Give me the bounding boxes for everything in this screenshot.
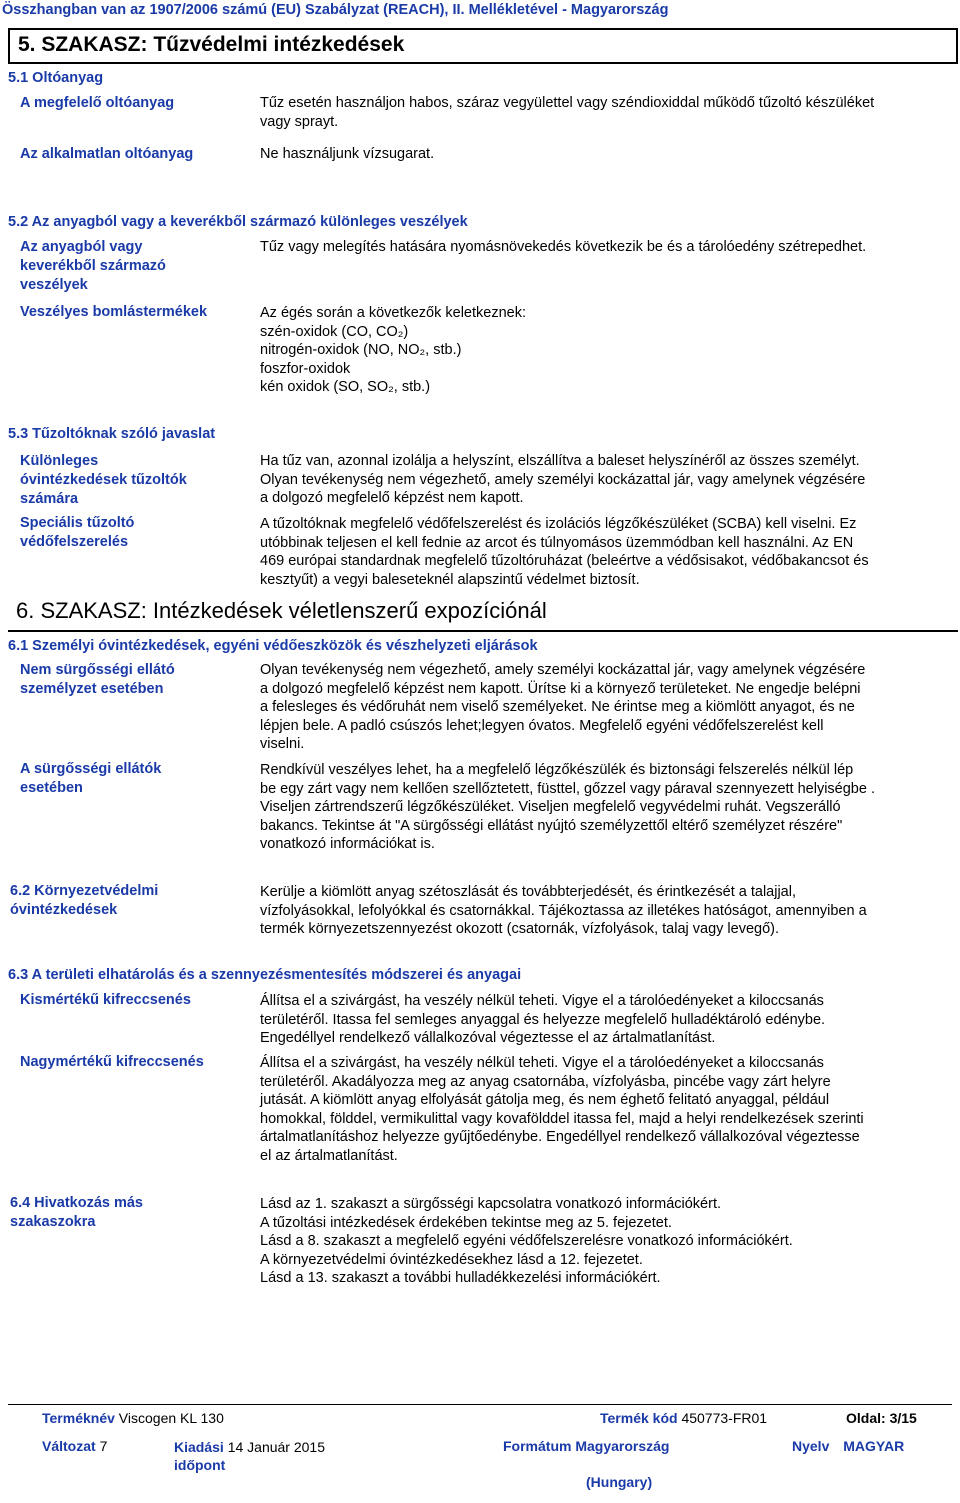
- footer-product-name: [42, 1410, 224, 1426]
- page-label: Oldal:: [846, 1410, 886, 1426]
- label-line: Speciális tűzoltó: [20, 515, 135, 531]
- text-line: Olyan tevékenység nem végezhető, amely személyi kockázattal jár, vagy amelynek végzésére: [260, 471, 866, 488]
- product-name-label: Terméknév: [42, 1410, 115, 1426]
- label-line: óvintézkedések tűzoltók: [20, 472, 187, 488]
- footer-format: [503, 1438, 670, 1454]
- footer-product-code: [600, 1410, 767, 1426]
- references-label: [10, 1194, 240, 1232]
- text-line: vonatkozó információkat is.: [260, 836, 435, 852]
- environmental-precautions-label: [10, 882, 240, 920]
- text-line: a dolgozó megfelelő képzést nem kapott.: [260, 490, 524, 506]
- text-line: a felesleges és védőruhát nem viselő személyeket. Ne érintse meg a kiömlött anyagot, és ne: [260, 699, 855, 715]
- text-line: Lásd a 13. szakaszt a további hulladékkezelési információkért.: [260, 1270, 661, 1286]
- decomposition-label: Veszélyes bomlástermékek: [20, 304, 208, 320]
- text-line: be egy zárt vagy nem kellően szellőztetett, füsttel, gőzzel vagy páraval szennyezett helyiségbe .: [260, 780, 875, 797]
- text-line: 469 európai standardnak megfelelő tűzoltóruházat (beleértve a védősisakot, védőbakancsot és: [260, 553, 869, 569]
- large-spill-label: Nagymértékű kifreccsenés: [20, 1054, 204, 1070]
- label-line: védőfelszerelés: [20, 534, 129, 550]
- label-line: keverékből származó: [20, 258, 166, 274]
- version-value: 7: [99, 1438, 108, 1454]
- section-5-title: 5. SZAKASZ: Tűzvédelmi intézkedések: [8, 28, 958, 64]
- section-6-title: 6. SZAKASZ: Intézkedések véletlenszerű expozíciónál: [8, 596, 958, 632]
- language-value: MAGYAR: [843, 1438, 905, 1454]
- subsection-5-3-title: 5.3 Tűzoltóknak szóló javaslat: [8, 426, 216, 442]
- language-label: Nyelv: [792, 1438, 830, 1454]
- label-line: Különleges: [20, 453, 99, 469]
- footer-divider: [8, 1404, 952, 1405]
- subsection-6-1-title: 6.1 Személyi óvintézkedések, egyéni védőeszközök és vészhelyzeti eljárások: [8, 638, 538, 654]
- protective-equipment-text: [260, 515, 950, 589]
- label-line: Az anyagból vagy: [20, 239, 143, 255]
- text-line: jutását. A kiömlött anyag elfolyását gátolja meg, és nem éghető felitató anyaggal, például: [260, 1092, 830, 1108]
- text-line: vízfolyásokkal, lefolyókkal és csatornákkal. Tájékoztassa az illetékes hatóságot, amennyiben a: [260, 902, 867, 919]
- text-line: nitrogén-oxidok (NO, NO₂, stb.): [260, 342, 462, 358]
- document-header: Összhangban van az 1907/2006 számú (EU) Szabályzat (REACH), II. Mellékletével - Magyarország: [2, 2, 669, 18]
- text-line: Az égés során a következők keletkeznek:: [260, 305, 526, 321]
- page-value: 3/15: [889, 1410, 917, 1426]
- text-line: A tűzoltóknak megfelelő védőfelszerelést és izolációs légzőkészüléket (SCBA) kell viselni. Ez: [260, 516, 857, 532]
- non-emergency-label: [20, 661, 235, 699]
- footer-format-country: [586, 1474, 652, 1490]
- unsuitable-media-text: Ne használjunk vízsugarat.: [260, 146, 435, 162]
- label-line: esetében: [20, 780, 83, 796]
- text-line: Lásd az 1. szakaszt a sürgősségi kapcsolatra vonatkozó információkért.: [260, 1196, 722, 1212]
- special-precautions-label: [20, 452, 235, 509]
- hazards-label: [20, 238, 235, 295]
- text-line: Engedéllyel rendelkező vállalkozóval végeztesse el az ártalmatlanítást.: [260, 1030, 716, 1046]
- text-line: Ha tűz van, azonnal izolálja a helyszínt, elszállítva a baleset helyszínéről az összes személyt.: [260, 453, 860, 469]
- references-text: [260, 1195, 950, 1288]
- label-line: 6.2 Környezetvédelmi: [10, 883, 159, 899]
- emergency-responders-text: [260, 761, 950, 854]
- footer-version: [42, 1438, 107, 1454]
- format-label: Formátum: [503, 1438, 572, 1454]
- format-country-value: (Hungary): [586, 1474, 653, 1490]
- small-spill-text: [260, 992, 950, 1048]
- text-line: vagy sprayt.: [260, 113, 339, 130]
- footer-issue-date: [174, 1438, 325, 1474]
- text-line: A tűzoltási intézkedések érdekében tekintse meg az 5. fejezetet.: [260, 1214, 672, 1231]
- text-line: kén oxidok (SO, SO₂, stb.): [260, 379, 431, 395]
- label-line: személyzet esetében: [20, 681, 164, 697]
- product-name-value: Viscogen KL 130: [118, 1410, 224, 1426]
- label-line: óvintézkedések: [10, 902, 118, 918]
- text-line: Állítsa el a szivárgást, ha veszély nélkül teheti. Vigye el a tárolóedényeket a kiloccsanás: [260, 993, 824, 1009]
- emergency-responders-label: [20, 760, 235, 798]
- product-code-value: 450773-FR01: [681, 1410, 768, 1426]
- text-line: Lásd a 8. szakaszt a megfelelő egyéni védőfelszerelésre vonatkozó információkért.: [260, 1233, 793, 1249]
- label-line: A sürgősségi ellátók: [20, 761, 162, 777]
- text-line: Kerülje a kiömlött anyag szétoszlását és továbbterjedését, és érintkezését a talajjal,: [260, 884, 796, 900]
- text-line: homokkal, földdel, vermikulittal vagy kovafölddel itassa fel, majd a helyi rendelkezések szerinti: [260, 1110, 864, 1127]
- text-line: el az ártalmatlanítást.: [260, 1147, 398, 1164]
- environmental-precautions-text: [260, 883, 950, 939]
- decomposition-text: [260, 304, 950, 397]
- text-line: bakancs. Tekintse át "A sürgősségi ellátást nyújtó személyzettől eltérő személyzet részére": [260, 817, 843, 834]
- text-line: kesztyűt) a vegyi baleseteknél alapszintű védelmet biztosít.: [260, 571, 640, 588]
- text-line: Viseljen zártrendszerű légzőkészüléket. Viseljen megfelelő vegyvédelmi ruhát. Vegszerálló: [260, 799, 841, 815]
- text-line: foszfor-oxidok: [260, 360, 351, 377]
- product-code-label: Termék kód: [600, 1410, 678, 1426]
- format-value: Magyarország: [575, 1438, 670, 1454]
- text-line: Rendkívül veszélyes lehet, ha a megfelelő légzőkészülék és biztonsági felszerelés nélkül lép: [260, 762, 854, 778]
- label-line: szakaszokra: [10, 1214, 96, 1230]
- text-line: Állítsa el a szivárgást, ha veszély nélkül teheti. Vigye el a tárolóedényeket a kiloccsanás: [260, 1055, 824, 1071]
- text-line: A környezetvédelmi óvintézkedésekhez lásd a 12. fejezetet.: [260, 1251, 643, 1268]
- text-line: Olyan tevékenység nem végezhető, amely személyi kockázattal jár, vagy amelynek végzésére: [260, 662, 866, 678]
- text-line: Tűz esetén használjon habos, száraz vegyülettel vagy széndioxiddal működő tűzoltó készüléket: [260, 95, 875, 111]
- text-line: ártalmatlanításhoz helyezze gyűjtőedénybe. Engedéllyel rendelkező vállalkozóval végeztesse: [260, 1129, 860, 1145]
- version-label: Változat: [42, 1438, 96, 1454]
- unsuitable-media-label: Az alkalmatlan oltóanyag: [20, 146, 194, 162]
- text-line: területéről. Itassa fel semleges anyaggal és helyezze megfelelő hulladéktároló edénybe.: [260, 1011, 826, 1028]
- suitable-media-text: [260, 94, 950, 131]
- suitable-media-label: A megfelelő oltóanyag: [20, 95, 175, 111]
- text-line: területéről. Akadályozza meg az anyag csatornába, vízfolyásba, pincébe vagy zárt helyre: [260, 1073, 831, 1090]
- text-line: a dolgozó megfelelő képzést nem kapott. Ürítse ki a környező területeket. Ne engedje belépni: [260, 680, 861, 697]
- label-line: veszélyek: [20, 277, 88, 293]
- text-line: viselni.: [260, 736, 305, 752]
- subsection-6-3-title: 6.3 A területi elhatárolás és a szennyezésmentesítés módszerei és anyagai: [8, 967, 522, 983]
- issue-date-value: 14 Január 2015: [227, 1439, 326, 1455]
- non-emergency-text: [260, 661, 950, 754]
- small-spill-label: Kismértékű kifreccsenés: [20, 992, 191, 1008]
- hazards-text: Tűz vagy melegítés hatására nyomásnövekedés következik be és a tárolóedény szétrepedhet.: [260, 239, 867, 255]
- label-line: Nem sürgősségi ellátó: [20, 662, 175, 678]
- special-precautions-text: [260, 452, 950, 508]
- issue-date-label-2: időpont: [174, 1457, 226, 1473]
- text-line: lépjen bele. A padló csúszós lehet;legyen óvatos. Megfelelő egyéni védőfelszerelést kell: [260, 717, 824, 734]
- label-line: 6.4 Hivatkozás más: [10, 1195, 143, 1211]
- label-line: számára: [20, 491, 79, 507]
- text-line: utóbbinak teljesen el kell fednie az arcot és túlnyomásos üzemmódban kell használni. Az EN: [260, 534, 854, 551]
- large-spill-text: [260, 1054, 950, 1165]
- subsection-5-2-title: 5.2 Az anyagból vagy a keverékből származó különleges veszélyek: [8, 214, 468, 230]
- protective-equipment-label: [20, 514, 235, 552]
- footer-page: [846, 1410, 917, 1426]
- subsection-5-1-title: 5.1 Oltóanyag: [8, 70, 104, 86]
- text-line: termék környezetszennyezést okozott (csatornák, vízfolyások, talaj vagy levegő).: [260, 921, 780, 937]
- text-line: szén-oxidok (CO, CO₂): [260, 323, 409, 340]
- issue-date-label: Kiadási: [174, 1439, 224, 1455]
- footer-language: [792, 1438, 904, 1454]
